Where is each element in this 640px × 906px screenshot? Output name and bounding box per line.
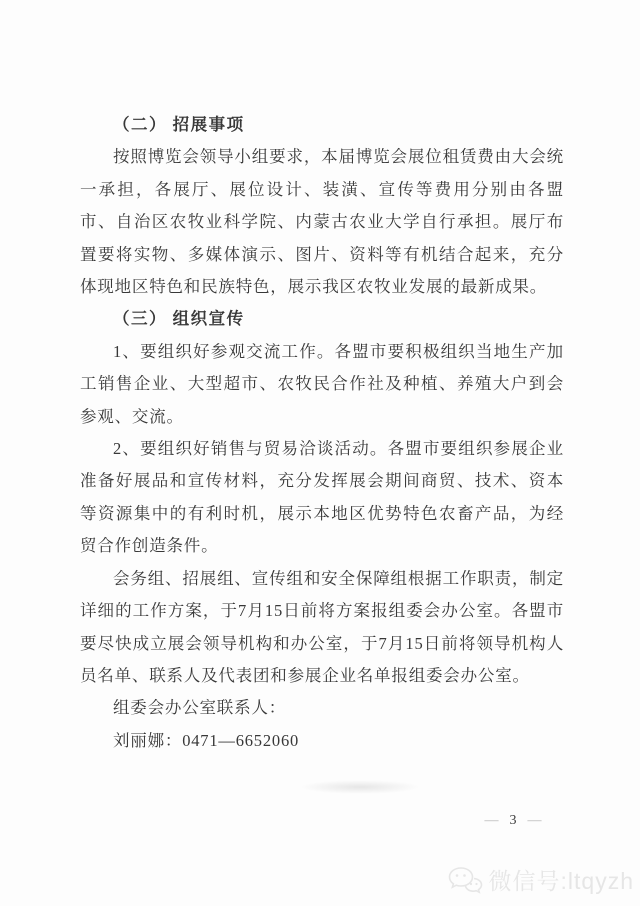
page-number-dash-left: — bbox=[484, 813, 499, 828]
section-heading-zhaozhan: （二） 招展事项 bbox=[113, 115, 245, 134]
wechat-watermark bbox=[447, 863, 634, 896]
paragraph-workgroups: 会务组、招展组、宣传组和安全保障组根据工作职责，制定详细的工作方案，于7月15日前将方案报组委会办公室。各盟市要尽快成立展会领导机构和办公室，于7月15日前将领导机构人员名单、联系人及代表团和参展企业名单报组委会办公室。 bbox=[80, 568, 564, 685]
page-number bbox=[476, 811, 550, 831]
paragraph-contact-label: 组委会办公室联系人： bbox=[113, 698, 286, 718]
page-number-dash-right: — bbox=[527, 813, 542, 828]
section-heading-xuanchuan: （三） 组织宣传 bbox=[113, 309, 245, 329]
document-body bbox=[80, 109, 564, 757]
page-number-value: 3 bbox=[509, 813, 517, 828]
scan-smudge bbox=[300, 780, 420, 794]
paragraph-item-1: 1、要组织好参观交流工作。各盟市要积极组织当地生产加工销售企业、大型超市、农牧民合作社及种植、养殖大户到会参观、交流。 bbox=[80, 341, 564, 426]
wechat-id-text: 微信号:ltqyzh bbox=[488, 868, 634, 894]
paragraph-item-2: 2、要组织好销售与贸易洽谈活动。各盟市要组织参展企业准备好展品和宣传材料，充分发挥展会期间商贸、技术、资本等资源集中的有利时机，展示本地区优势特色农畜产品，为经贸合作创造条件。 bbox=[80, 439, 564, 556]
wechat-icon bbox=[447, 865, 483, 895]
paragraph-zhaozhan-details: 按照博览会领导小组要求，本届博览会展位租赁费由大会统一承担，各展厅、展位设计、装潢、宣传等费用分别由各盟市、自治区农牧业科学院、内蒙古农业大学自行承担。展厅布置要将实物、多媒体演示、图片、资料等有机结合起来，充分体现地区特色和民族特色，展示我区农牧业发展的最新成果。 bbox=[80, 147, 564, 297]
paragraph-contact-phone: 刘丽娜：0471—6652060 bbox=[113, 730, 300, 750]
